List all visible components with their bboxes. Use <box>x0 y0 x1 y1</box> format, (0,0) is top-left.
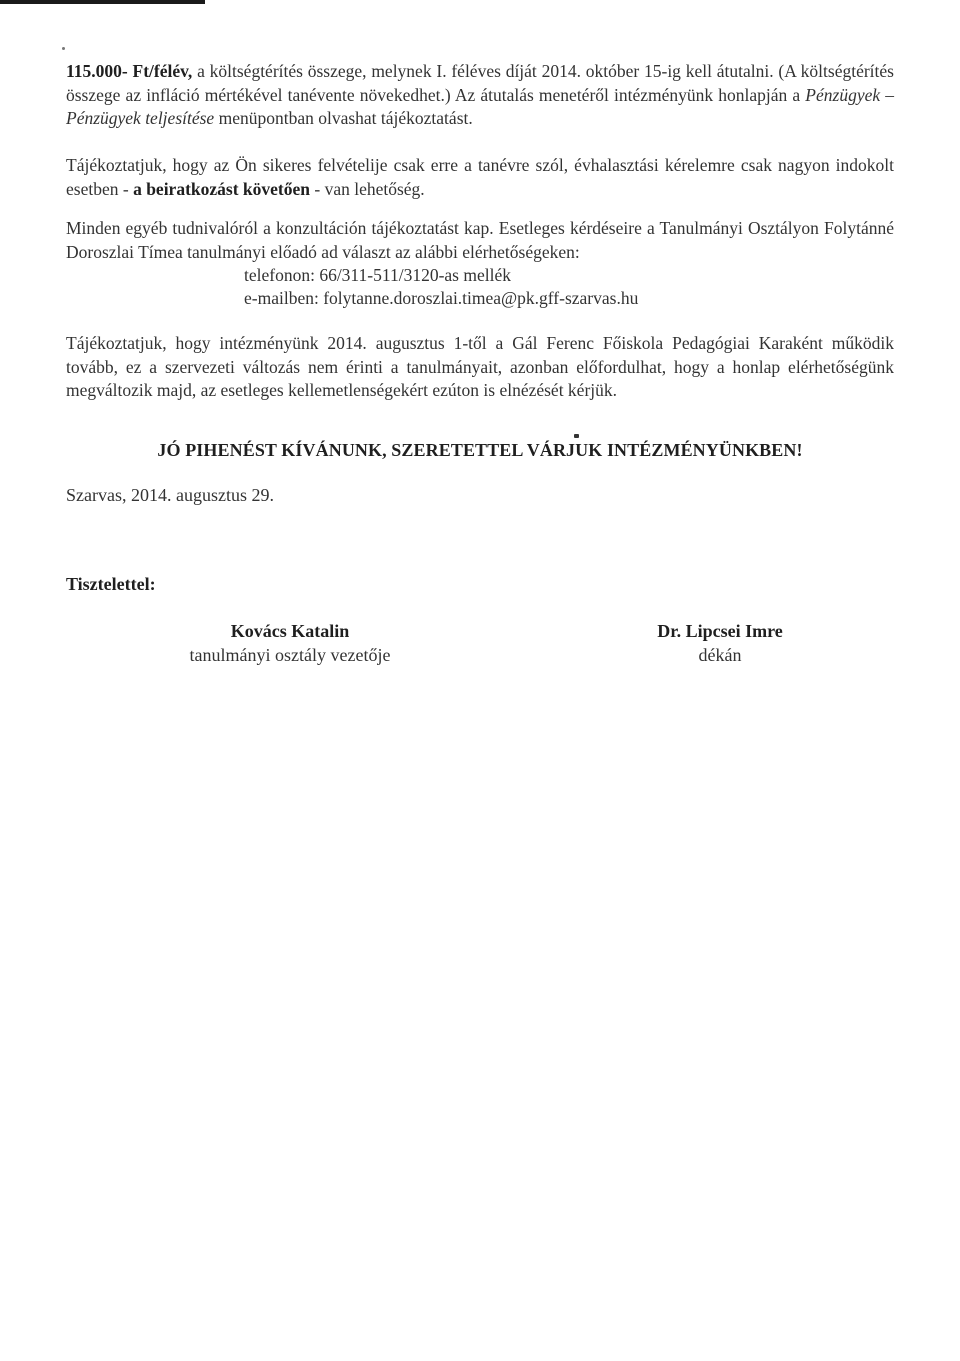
signatory-role: dékán <box>698 644 742 665</box>
signature-block-right <box>570 620 870 667</box>
deferral-text-end: - van lehetőség. <box>310 178 425 199</box>
fee-text-end: menüpontban olvashat tájékoztatást. <box>214 108 473 128</box>
paragraph-contact-info: Minden egyéb tudnivalóról a konzultáción tájékoztatást kap. Esetleges kérdéseire a Tanulmányi Osztályon Folytánné Doroszlai Tímea tanulmányi előadó ad választ az alábbi elérhetőségeken: <box>66 218 894 262</box>
paragraph-fee <box>66 60 894 131</box>
top-rule <box>0 0 205 4</box>
place-date: Szarvas, 2014. augusztus 29. <box>66 485 274 505</box>
deferral-text: Tájékoztatjuk, hogy az Ön sikeres felvételije csak erre a tanévre szól, évhalasztási kérelemre csak nagyon indokolt esetben - <box>66 155 894 199</box>
signatory-name: Kovács Katalin <box>230 621 350 641</box>
contact-phone: telefonon: 66/311-511/3120-as mellék <box>244 265 511 285</box>
paragraph-institution-change: Tájékoztatjuk, hogy intézményünk 2014. augusztus 1-től a Gál Ferenc Főiskola Pedagógiai Karaként működik tovább, ez a szervezeti változás nem érinti a tanulmányait, azonban előfordulhat, hogy a honlap elérhetőségünk megváltozik majd, az esetleges kellemetlenségekért ezúton is elnézését kérjük. <box>66 333 894 400</box>
fee-text: a költségtérítés összege, melynek I. féléves díját 2014. október 15-ig kell átutalni. (A költségtérítés összege az infláció mértékével tanévente növekedhet.) Az átutalás menetéről intézményünk honlapján a <box>66 61 894 105</box>
scan-mark <box>574 434 579 438</box>
signatory-role: tanulmányi osztály vezetője <box>189 644 391 665</box>
contact-email: e-mailben: folytanne.doroszlai.timea@pk.gff-szarvas.hu <box>244 288 639 308</box>
closing-regards: Tisztelettel: <box>66 574 156 594</box>
signatory-name: Dr. Lipcsei Imre <box>657 621 783 641</box>
fee-amount: 115.000- Ft/félév, <box>66 61 193 81</box>
deferral-emphasis: a beiratkozást követően <box>133 178 310 199</box>
scan-speck <box>62 47 65 50</box>
menu-path: Pénzügyek – Pénzügyek teljesítése <box>66 84 894 128</box>
paragraph-deferral <box>66 154 894 201</box>
greeting-heading: JÓ PIHENÉST KÍVÁNUNK, SZERETETTEL VÁRJUK INTÉZMÉNYÜNKBEN! <box>157 440 803 460</box>
signature-block-left <box>140 620 440 667</box>
